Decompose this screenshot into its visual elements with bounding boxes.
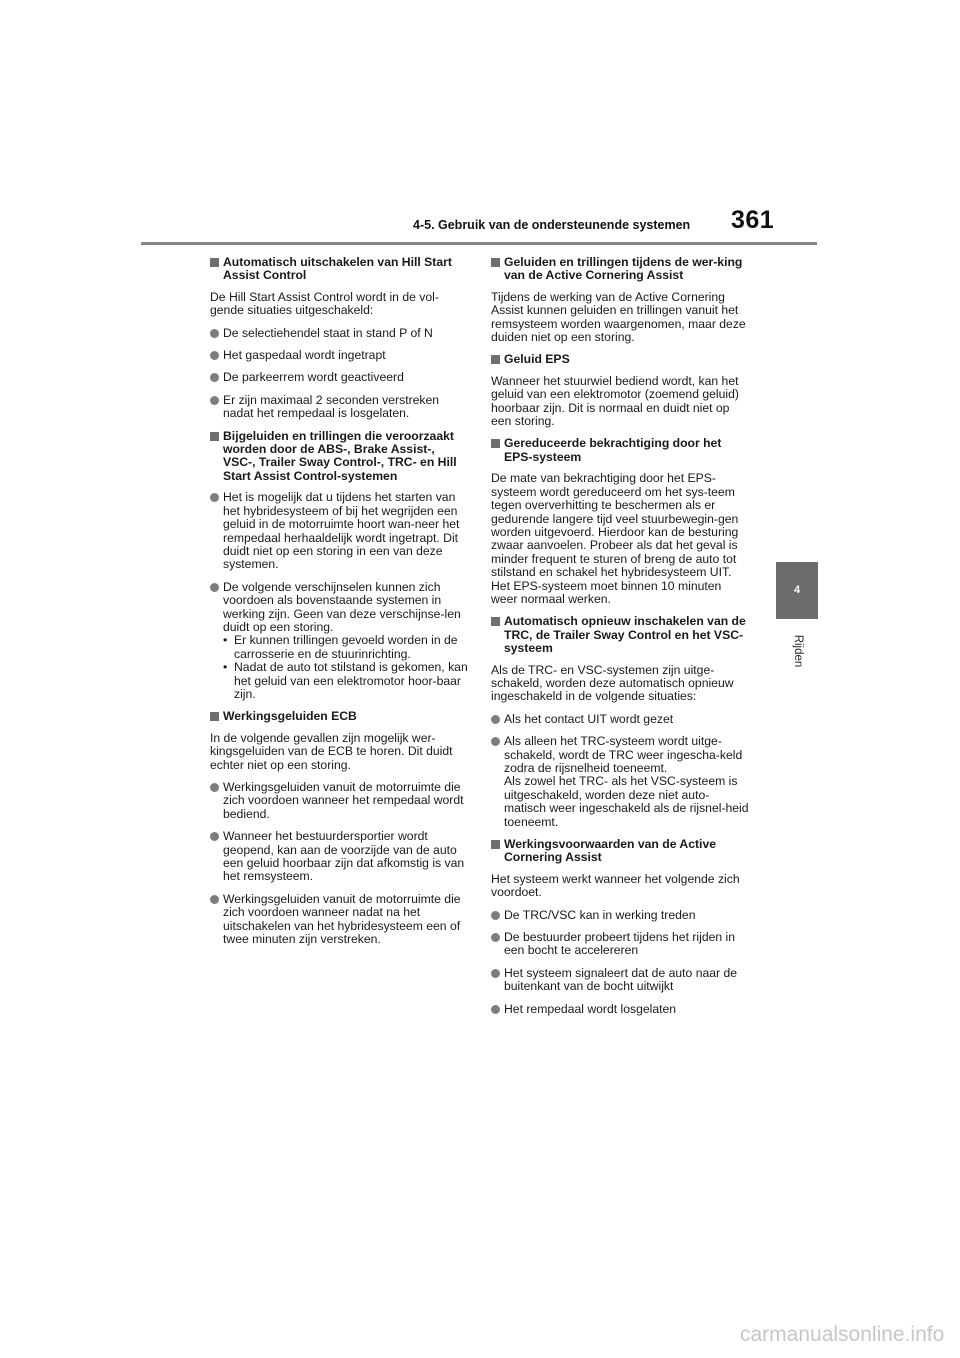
- list-item-text: Werkingsgeluiden vanuit de motorruimte die zich voordoen wanneer nadat na het uitschakelen van het hybridesysteem een of twee minuten zijn verstreken.: [223, 891, 461, 947]
- round-bullet-icon: [210, 583, 219, 592]
- section-heading: [210, 430, 468, 484]
- heading-text: Geluiden en trillingen tijdens de wer-king van de Active Cornering Assist: [504, 255, 743, 283]
- square-bullet-icon: [491, 439, 500, 448]
- round-bullet-icon: [210, 373, 219, 382]
- round-bullet-icon: [491, 969, 500, 978]
- sub-list-item: [223, 634, 468, 661]
- round-bullet-icon: [491, 737, 500, 746]
- round-bullet-icon: [210, 329, 219, 338]
- list-item: [210, 349, 468, 362]
- sub-list: [223, 634, 468, 701]
- right-column: [491, 256, 749, 1025]
- section-heading: [491, 256, 749, 283]
- round-bullet-icon: [210, 895, 219, 904]
- list-item-text: De parkeerrem wordt geactiveerd: [223, 370, 404, 385]
- list-item: [491, 735, 749, 829]
- list-item: [210, 327, 468, 340]
- list-item-text: Als alleen het TRC-systeem wordt uitge-schakeld, wordt de TRC weer ingescha-keld zodra de rijsnelheid toeneemt.: [504, 734, 743, 775]
- round-bullet-icon: [210, 493, 219, 502]
- heading-text: Werkingsvoorwaarden van de Active Cornering Assist: [504, 837, 717, 865]
- section-heading: [491, 615, 749, 655]
- chapter-label-text: Rijden: [792, 634, 804, 668]
- paragraph: De Hill Start Assist Control wordt in de vol-gende situaties uitgeschakeld:: [210, 289, 439, 318]
- heading-text: Werkingsgeluiden ECB: [223, 709, 357, 724]
- heading-text: Geluid EPS: [504, 352, 570, 367]
- heading-text: Gereduceerde bekrachtiging door het EPS-systeem: [504, 436, 722, 464]
- chapter-tab[interactable]: [776, 562, 818, 619]
- paragraph: Als de TRC- en VSC-systemen zijn uitge-schakeld, worden deze automatisch opnieuw ingeschakeld in de volgende situaties:: [491, 662, 734, 704]
- list-item-text: De bestuurder probeert tijdens het rijden in een bocht te accelereren: [504, 930, 736, 958]
- paragraph: In de volgende gevallen zijn mogelijk wer-kingsgeluiden van de ECB te horen. Dit duidt echter niet op een storing.: [210, 730, 453, 772]
- round-bullet-icon: [491, 933, 500, 942]
- square-bullet-icon: [491, 258, 500, 267]
- list-item-text: De TRC/VSC kan in werking treden: [504, 907, 696, 922]
- list-item: [491, 967, 749, 994]
- heading-text: Automatisch opnieuw inschakelen van de TRC, de Trailer Sway Control en het VSC-systeem: [504, 614, 746, 656]
- chapter-number: 4: [793, 584, 801, 596]
- square-bullet-icon: [491, 617, 500, 626]
- list-item: [491, 909, 749, 922]
- list-item: [491, 713, 749, 726]
- paragraph: Wanneer het stuurwiel bediend wordt, kan het geluid van een elektromotor (zoemend geluid) hoorbaar zijn. Dit is normaal en duidt niet op een storing.: [491, 373, 739, 429]
- list-item-text: Als zowel het TRC- als het VSC-systeem is uitgeschakeld, worden deze niet auto-matisch weer ingeschakeld als de rijsnel-heid toeneemt.: [504, 774, 749, 829]
- list-item: [210, 581, 468, 702]
- list-item-text: De volgende verschijnselen kunnen zich voordoen als bovenstaande systemen in werking zijn. Geen van deze verschijnse-len duidt op een storing.: [223, 579, 461, 634]
- list-item: [491, 1003, 749, 1016]
- small-dot-icon: •: [223, 660, 228, 675]
- round-bullet-icon: [491, 1005, 500, 1014]
- small-dot-icon: •: [223, 633, 228, 648]
- section-heading: [491, 353, 749, 366]
- sub-list-item-text: Nadat de auto tot stilstand is gekomen, kan het geluid van een elektromotor hoor-baar zijn.: [234, 660, 468, 701]
- list-item: [210, 371, 468, 384]
- list-item: [210, 830, 468, 884]
- watermark-link[interactable]: carmanualsonline.info: [740, 1323, 945, 1346]
- section-heading: [210, 710, 468, 723]
- list-item-text: Het is mogelijk dat u tijdens het starten van het hybridesysteem of bij het wegrijden een geluid in de motorruimte hoort wan-neer het rempedaal herhaaldelijk wordt ingetrapt. Dit duidt niet op een storing in een van deze systemen.: [223, 490, 460, 572]
- list-item-text: Er zijn maximaal 2 seconden verstreken nadat het rempedaal is losgelaten.: [223, 392, 440, 421]
- square-bullet-icon: [210, 258, 219, 267]
- list-item: [491, 931, 749, 958]
- list-item: [210, 491, 468, 571]
- left-column: [210, 256, 468, 955]
- section-title: 4-5. Gebruik van de ondersteunende systemen: [413, 218, 691, 232]
- sub-list-item-text: Er kunnen trillingen gevoeld worden in de carrosserie en de stuurinrichting.: [234, 633, 458, 661]
- paragraph: Het systeem werkt wanneer het volgende zich voordoet.: [491, 871, 740, 900]
- list-item-text: Het rempedaal wordt losgelaten: [504, 1001, 677, 1016]
- list-item-text: Het systeem signaleert dat de auto naar de buitenkant van de bocht uitwijkt: [504, 965, 738, 994]
- round-bullet-icon: [491, 715, 500, 724]
- square-bullet-icon: [210, 712, 219, 721]
- round-bullet-icon: [210, 351, 219, 360]
- list-item: [210, 781, 468, 821]
- round-bullet-icon: [210, 783, 219, 792]
- chapter-label: [783, 628, 813, 674]
- section-heading: [491, 437, 749, 464]
- square-bullet-icon: [210, 432, 219, 441]
- header-rule: [141, 242, 817, 245]
- square-bullet-icon: [491, 840, 500, 849]
- section-heading: [210, 256, 468, 283]
- heading-text: Bijgeluiden en trillingen die veroorzaakt worden door de ABS-, Brake Assist-, VSC-, Trailer Sway Control-, TRC- en Hill Start Assist Control-systemen: [223, 428, 457, 483]
- list-item-text: Als het contact UIT wordt gezet: [504, 711, 674, 726]
- list-item-text: Het gaspedaal wordt ingetrapt: [223, 348, 386, 363]
- paragraph: De mate van bekrachtiging door het EPS-systeem wordt gereduceerd om het sys-teem tegen oververhitting te beschermen als er gedurende langere tijd veel stuurbewegin-gen worden uitgevoerd. Hierdoor kan de besturing zwaar aanvoelen. Probeer als dat het geval is minder frequent te sturen of breng de auto tot stilstand en schakel het hybridesysteem UIT. Het EPS-systeem moet binnen 10 minuten weer normaal werken.: [491, 471, 739, 606]
- round-bullet-icon: [491, 911, 500, 920]
- round-bullet-icon: [210, 832, 219, 841]
- round-bullet-icon: [210, 396, 219, 405]
- list-item-text: De selectiehendel staat in stand P of N: [223, 325, 433, 340]
- page-number: 361: [731, 206, 775, 234]
- sub-list-item: [223, 661, 468, 701]
- list-item-text: Wanneer het bestuurdersportier wordt geopend, kan aan de voorzijde van de auto een geluid hoorbaar zijn dat afkomstig is van het remsysteem.: [223, 829, 465, 884]
- list-item-text: Werkingsgeluiden vanuit de motorruimte die zich voordoen wanneer het rempedaal wordt bediend.: [223, 780, 464, 821]
- list-item: [210, 394, 468, 421]
- square-bullet-icon: [491, 355, 500, 364]
- heading-text: Automatisch uitschakelen van Hill Start Assist Control: [223, 255, 452, 283]
- list-item: [210, 893, 468, 947]
- section-heading: [491, 838, 749, 865]
- paragraph: Tijdens de werking van de Active Cornering Assist kunnen geluiden en trillingen vanuit het remsysteem worden waargenomen, maar deze duiden niet op een storing.: [491, 289, 746, 345]
